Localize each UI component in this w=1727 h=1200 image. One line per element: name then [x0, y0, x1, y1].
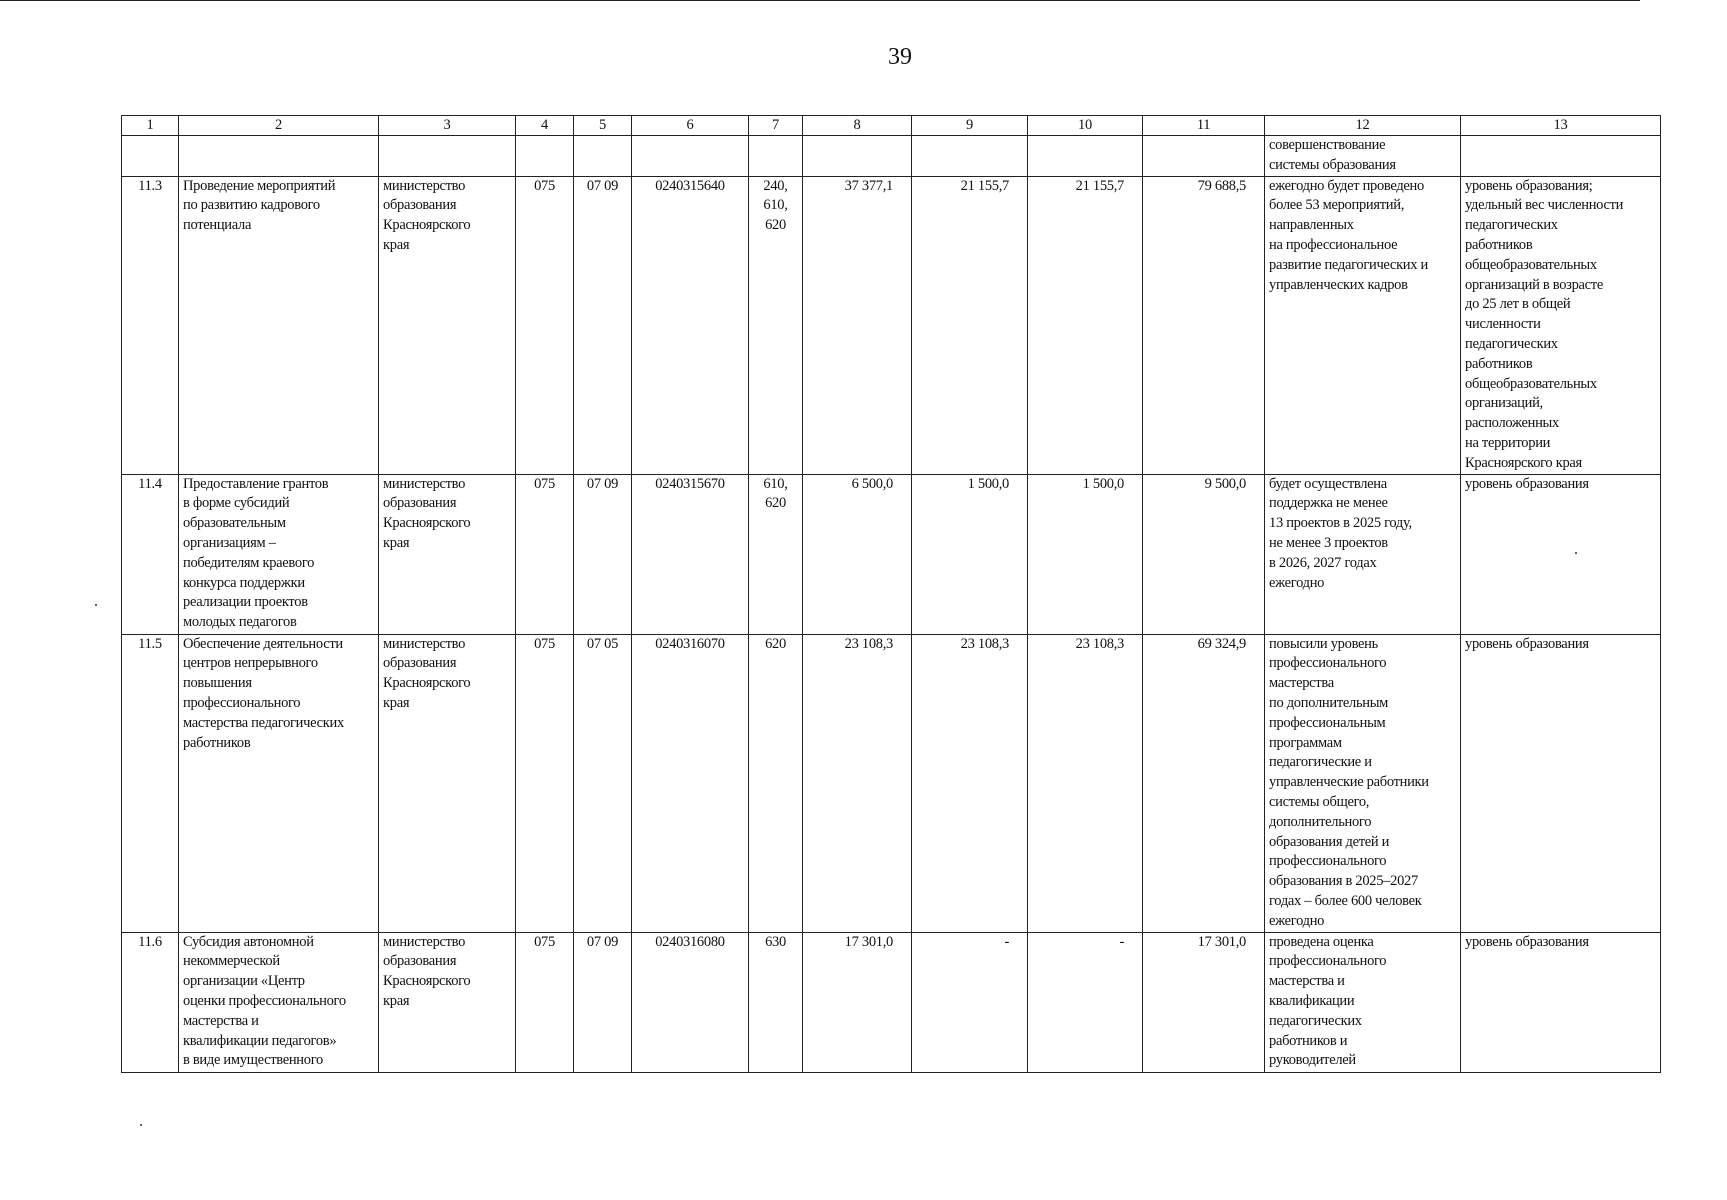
cell-measure-name: Субсидия автономной некоммерческой организации «Центр оценки профессионального мастерства и квалификации педагогов» в виде имущественного	[179, 932, 379, 1072]
cell-code-csr: 0240316070	[632, 634, 749, 932]
cell-measure-name	[179, 136, 379, 177]
cell-amount-2026	[912, 136, 1028, 177]
cell-code-csr: 0240315640	[632, 176, 749, 474]
cell-amount-2025: 37 377,1	[803, 176, 912, 474]
cell-amount-2025	[803, 136, 912, 177]
scan-speck	[95, 604, 97, 606]
cell-code-rzpr: 07 09	[574, 474, 632, 634]
cell-responsible-body: министерство образования Красноярского края	[379, 634, 516, 932]
cell-amount-2027: -	[1028, 932, 1143, 1072]
column-header: 4	[516, 116, 574, 136]
cell-item-number: 11.5	[122, 634, 179, 932]
column-header: 10	[1028, 116, 1143, 136]
cell-code-grbs: 075	[516, 634, 574, 932]
cell-measure-name: Обеспечение деятельности центров непрерывного повышения профессионального мастерства педагогических работников	[179, 634, 379, 932]
cell-code-rzpr	[574, 136, 632, 177]
column-header: 11	[1143, 116, 1265, 136]
table-header-row	[122, 116, 1661, 136]
cell-expected-result: совершенствование системы образования	[1265, 136, 1461, 177]
column-header: 1	[122, 116, 179, 136]
cell-responsible-body: министерство образования Красноярского края	[379, 176, 516, 474]
cell-item-number: 11.3	[122, 176, 179, 474]
table-row	[122, 176, 1661, 474]
cell-amount-total: 9 500,0	[1143, 474, 1265, 634]
cell-amount-2025: 6 500,0	[803, 474, 912, 634]
cell-amount-total	[1143, 136, 1265, 177]
cell-code-vr: 240, 610, 620	[749, 176, 803, 474]
cell-amount-2027: 23 108,3	[1028, 634, 1143, 932]
cell-amount-2026: 23 108,3	[912, 634, 1028, 932]
column-header: 9	[912, 116, 1028, 136]
cell-code-csr	[632, 136, 749, 177]
cell-amount-2026: 21 155,7	[912, 176, 1028, 474]
cell-expected-result: повысили уровень профессионального мастерства по дополнительным профессиональным программам педагогические и управленческие работники системы общего, дополнительного образования детей и профессионального образования в 2025–2027 годах – более 600 человек ежегодно	[1265, 634, 1461, 932]
cell-amount-total: 17 301,0	[1143, 932, 1265, 1072]
cell-item-number: 11.4	[122, 474, 179, 634]
cell-expected-result: проведена оценка профессионального мастерства и квалификации педагогических работников и руководителей	[1265, 932, 1461, 1072]
cell-code-rzpr: 07 09	[574, 176, 632, 474]
cell-code-rzpr: 07 05	[574, 634, 632, 932]
cell-expected-result: будет осуществлена поддержка не менее 13 проектов в 2025 году, не менее 3 проектов в 2026, 2027 годах ежегодно	[1265, 474, 1461, 634]
column-header: 12	[1265, 116, 1461, 136]
cell-amount-total: 79 688,5	[1143, 176, 1265, 474]
cell-item-number: 11.6	[122, 932, 179, 1072]
cell-code-grbs: 075	[516, 176, 574, 474]
cell-item-number	[122, 136, 179, 177]
cell-responsible-body: министерство образования Красноярского края	[379, 932, 516, 1072]
table-row	[122, 932, 1661, 1072]
budget-measures-table	[121, 115, 1661, 1073]
cell-measure-name: Предоставление грантов в форме субсидий образовательным организациям – победителям краевого конкурса поддержки реализации проектов молодых педагогов	[179, 474, 379, 634]
page-number: 39	[888, 44, 912, 70]
cell-amount-2025: 17 301,0	[803, 932, 912, 1072]
column-header: 3	[379, 116, 516, 136]
cell-code-grbs	[516, 136, 574, 177]
table-row	[122, 634, 1661, 932]
column-header: 8	[803, 116, 912, 136]
cell-code-vr	[749, 136, 803, 177]
scan-speck	[1575, 552, 1577, 554]
column-header: 7	[749, 116, 803, 136]
cell-amount-2026: -	[912, 932, 1028, 1072]
cell-code-vr: 610, 620	[749, 474, 803, 634]
table-row	[122, 136, 1661, 177]
cell-amount-2027: 21 155,7	[1028, 176, 1143, 474]
cell-indicator: уровень образования; удельный вес численности педагогических работников общеобразовательных организаций в возрасте до 25 лет в общей численности педагогических работников общеобразовательных организаций, расположенных на территории Красноярского края	[1461, 176, 1661, 474]
page-top-border	[0, 0, 1640, 1]
column-header: 13	[1461, 116, 1661, 136]
cell-responsible-body: министерство образования Красноярского края	[379, 474, 516, 634]
cell-indicator	[1461, 136, 1661, 177]
cell-code-rzpr: 07 09	[574, 932, 632, 1072]
cell-amount-2026: 1 500,0	[912, 474, 1028, 634]
scan-speck	[140, 1124, 142, 1126]
cell-expected-result: ежегодно будет проведено более 53 мероприятий, направленных на профессиональное развитие педагогических и управленческих кадров	[1265, 176, 1461, 474]
cell-code-vr: 620	[749, 634, 803, 932]
cell-amount-total: 69 324,9	[1143, 634, 1265, 932]
cell-code-csr: 0240316080	[632, 932, 749, 1072]
cell-code-csr: 0240315670	[632, 474, 749, 634]
column-header: 2	[179, 116, 379, 136]
cell-amount-2027: 1 500,0	[1028, 474, 1143, 634]
cell-amount-2027	[1028, 136, 1143, 177]
column-header: 5	[574, 116, 632, 136]
cell-code-vr: 630	[749, 932, 803, 1072]
cell-responsible-body	[379, 136, 516, 177]
cell-indicator: уровень образования	[1461, 634, 1661, 932]
column-header: 6	[632, 116, 749, 136]
cell-code-grbs: 075	[516, 474, 574, 634]
cell-measure-name: Проведение мероприятий по развитию кадрового потенциала	[179, 176, 379, 474]
cell-code-grbs: 075	[516, 932, 574, 1072]
cell-indicator: уровень образования	[1461, 932, 1661, 1072]
cell-amount-2025: 23 108,3	[803, 634, 912, 932]
table-row	[122, 474, 1661, 634]
cell-indicator: уровень образования	[1461, 474, 1661, 634]
